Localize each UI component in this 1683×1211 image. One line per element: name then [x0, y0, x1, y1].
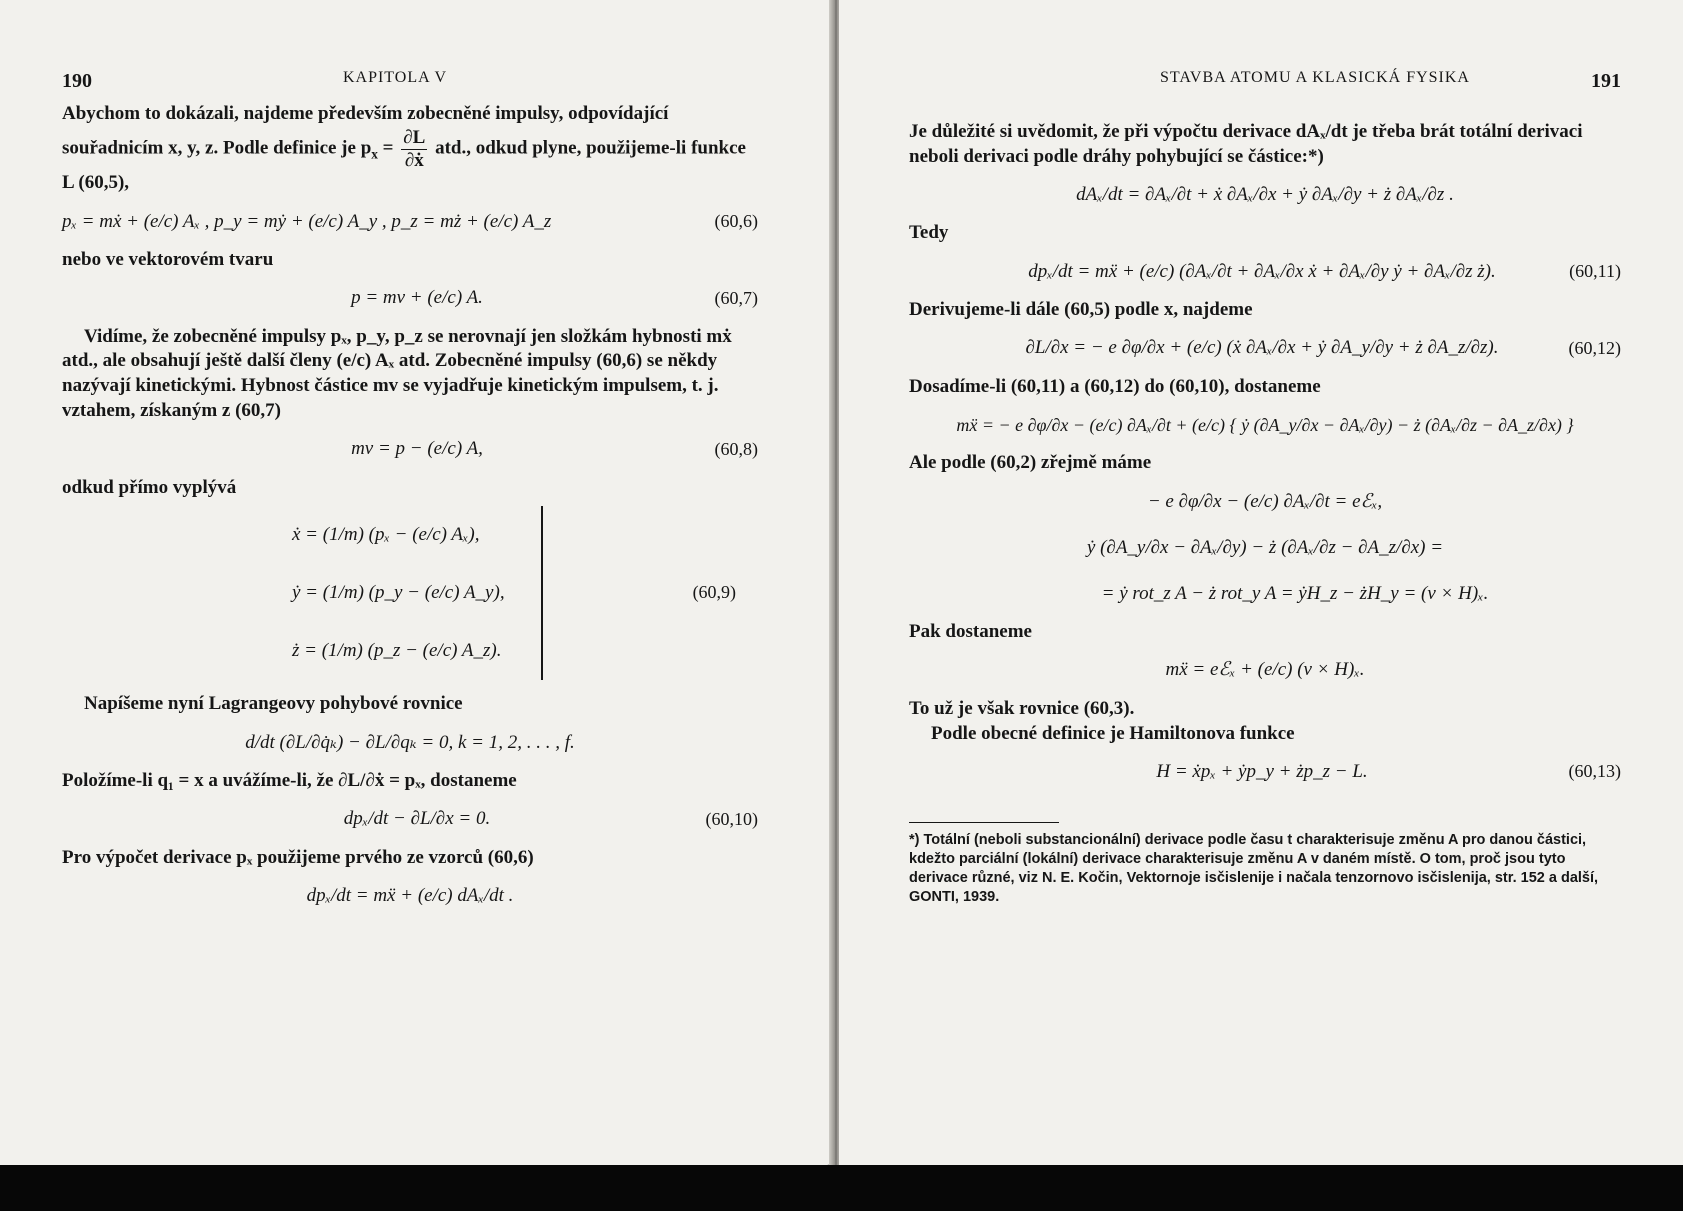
equation-60-7: p = mv + (e/c) A. (60,7) [351, 287, 758, 309]
right-paragraph-8: Podle obecné definice je Hamiltonova funkce [931, 722, 1295, 744]
right-paragraph-3: Derivujeme-li dále (60,5) podle x, najdeme [909, 299, 1253, 321]
left-paragraph-6: Položíme-li q₁ = x a uvážíme-li, že ∂L/∂ẋ = pₓ, dostaneme [62, 769, 517, 791]
right-paragraph-5: Ale podle (60,2) zřejmě máme [909, 452, 1152, 474]
right-paragraph-6: Pak dostaneme [909, 621, 1032, 643]
left-paragraph-4: odkud přímo vyplývá [62, 476, 237, 498]
equation-60-10: dpₓ/dt − ∂L/∂x = 0. (60,10) [343, 808, 758, 830]
left-paragraph-5: Napíšeme nyní Lagrangeovy pohybové rovnice [84, 693, 463, 715]
right-running-head [909, 68, 1621, 102]
equation-lagrange: d/dt (∂L/∂q̇ₖ) − ∂L/∂qₖ = 0, k = 1, 2, . . . , f. [245, 731, 575, 753]
equation-lorentz: mẍ = eℰₓ + (e/c) (v × H)ₓ. [1165, 659, 1365, 681]
equation-60-11: dpₓ/dt = mẍ + (e/c) (∂Aₓ/∂t + ∂Aₓ/∂x ẋ + ∂Aₓ/∂y ẏ + ∂Aₓ/∂z ż). (60,11) [1028, 260, 1621, 282]
eq609-line-z: ż = (1/m) (p_z − (e/c) A_z). [292, 639, 502, 661]
right-page [839, 0, 1683, 1165]
equation-60-12: ∂L/∂x = − e ∂φ/∂x + (e/c) (ẋ ∂Aₓ/∂x + ẏ ∂A_y/∂y + ż ∂A_z/∂z). (60,12) [1025, 337, 1621, 359]
equation-total-derivative: dAₓ/dt = ∂Aₓ/∂t + ẋ ∂Aₓ/∂x + ẏ ∂Aₓ/∂y + ż ∂Aₓ/∂z . [1076, 184, 1454, 206]
left-running-head [62, 68, 758, 102]
equation-dpx-dt: dpₓ/dt = mẍ + (e/c) dAₓ/dt . [306, 884, 514, 906]
right-paragraph-4: Dosadíme-li (60,11) a (60,12) do (60,10), dostaneme [909, 375, 1321, 397]
left-paragraph-3: Vidíme, že zobecněné impulsy pₓ, p_y, p_z se nerovnají jen složkám hybnosti mẋ atd., ale obsahují ještě další členy (e/c) Aₓ atd. Zobecněné impulsy (60,6) se někdy nazývají kinetickými. Hybnost částice mv se vyjadřuje kinetickým impulsem, t. j. vztahem, získaným z (60,7) [62, 325, 732, 421]
eq609-number: (60,9) [692, 582, 737, 603]
chapter-title: KAPITOLA V [342, 69, 448, 86]
left-paragraph-1: Abychom to dokázali, najdeme především zobecněné impulsy, odpovídající souřadnicím x, y, z. Podle definice je $p_x$ = $\frac{\partial L}{\text{∂ẋ}}$ atd., odkud plyne, použijeme-li funkce L (60,5), [62, 103, 746, 194]
right-paragraph-7: To už je však rovnice (60,3). [909, 697, 1135, 719]
left-paragraph-2: nebo ve vektorovém tvaru [62, 249, 274, 271]
equation-rot-terms: ẏ (∂A_y/∂x − ∂Aₓ/∂y) − ż (∂Aₓ/∂z − ∂A_z/∂x) = [1086, 536, 1444, 558]
eq609-line-y: ẏ = (1/m) (p_y − (e/c) A_y), [292, 581, 505, 603]
section-title: STAVBA ATOMU A KLASICKÁ FYSIKA [1160, 69, 1470, 86]
equation-60-9 [292, 506, 758, 680]
left-paragraph-7: Pro výpočet derivace pₓ použijeme prvého ze vzorců (60,6) [62, 846, 534, 868]
left-page-number: 190 [62, 70, 92, 92]
equation-60-13: H = ẋpₓ + ẏp_y + żp_z − L. (60,13) [1156, 760, 1621, 782]
equation-60-6: pₓ = mẋ + (e/c) Aₓ , p_y = mẏ + (e/c) A_y , p_z = mż + (e/c) A_z (60,6) [62, 210, 758, 232]
equation-substituted: mẍ = − e ∂φ/∂x − (e/c) ∂Aₓ/∂t + (e/c) { ẏ (∂A_y/∂x − ∂Aₓ/∂y) − ż (∂Aₓ/∂z − ∂A_z/∂x) } [956, 414, 1574, 435]
equation-cross-product: = ẏ rot_z A − ż rot_y A = ẏH_z − żH_y = (v × H)ₓ. [1101, 582, 1489, 604]
right-paragraph-2: Tedy [909, 222, 949, 244]
footnote: *) Totální (neboli substancionální) derivace podle času t charakterisuje změnu A pro danou částici, kdežto parciální (lokální) derivace charakterisuje změnu A v daném místě. O tom, proč jsou tyto derivace různé, viz N. E. Kočin, Vektornoje isčislenije i načala tenzornovo isčislenija, str. 152 a další, GONTI, 1939. [909, 832, 1599, 905]
footnote-rule [909, 822, 1059, 823]
equation-60-8: mv = p − (e/c) A, (60,8) [351, 438, 758, 460]
left-page [0, 0, 833, 1165]
equation-electric-field: − e ∂φ/∂x − (e/c) ∂Aₓ/∂t = eℰₓ, [1147, 490, 1383, 512]
eq609-line-x: ẋ = (1/m) (pₓ − (e/c) Aₓ), [292, 523, 480, 545]
right-paragraph-1: Je důležité si uvědomit, že při výpočtu derivace dAₓ/dt je třeba brát totální derivaci neboli derivaci podle dráhy pohybující se částice:*) [909, 121, 1583, 167]
right-page-number: 191 [1591, 70, 1621, 92]
